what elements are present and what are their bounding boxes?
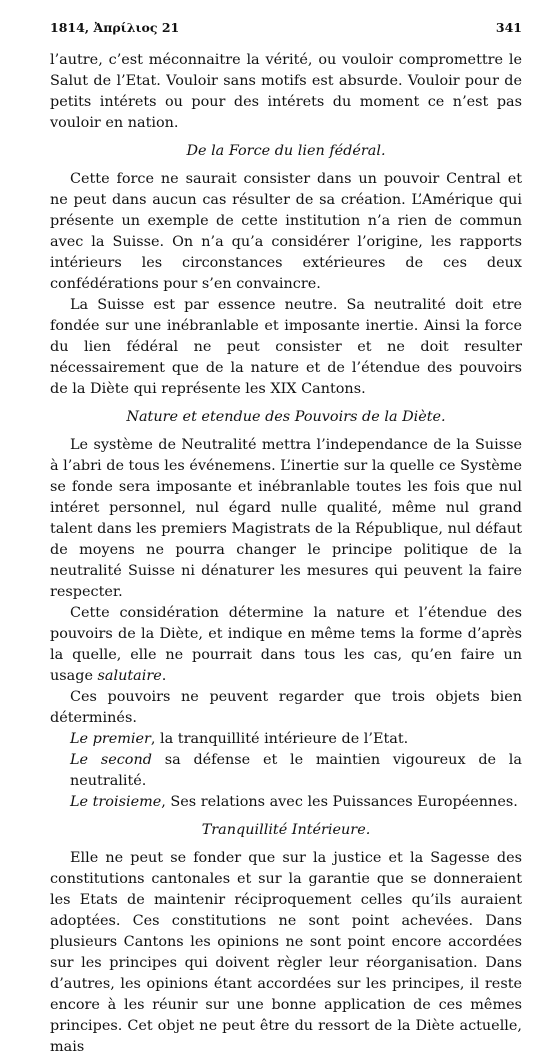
paragraph-end: .	[161, 668, 167, 684]
paragraph: Cette force ne saurait consister dans un pouvoir Central et ne peut dans aucun cas résulter de sa création. L’Amérique qui présente un exemple de cette institution n’a rien de commun avec la Suisse. On n’a qu’a considérer l’origine, les rapports intérieurs les circonstances extérieures de ces deux confédérations pour s’en convaincre.	[50, 171, 522, 292]
paragraph: Ces pouvoirs ne peuvent regarder que trois objets bien déterminés.	[50, 689, 522, 726]
running-header-date: 1814, Ἀπρίλιος 21	[50, 20, 180, 35]
section-heading: De la Force du lien fédéral.	[186, 143, 386, 159]
enumeration-item	[50, 750, 522, 792]
section-heading: Tranquillité Intérieure.	[201, 822, 371, 838]
paragraph: Elle ne peut se fonder que sur la justice et la Sagesse des constitutions cantonales et sur la garantie que se donneraient les Etats de maintenir réciproquement celles qu’ils auraient adoptées. Ces constitutions ne sont point achevées. Dans plusieurs Cantons les opinions ne sont point encore accordées sur les principes qui doivent règler leur réorganisation. Dans d’autres, les opinions étant accordées sur les principes, il reste encore à les réunir sur une bonne application de ces mêmes principes. Cet objet ne peut être du ressort de la Diète actuelle, mais	[50, 850, 522, 1055]
paragraph: Le système de Neutralité mettra l’independance de la Suisse à l’abri de tous les événemens. L’inertie sur la quelle ce Système se fonde sera imposante et inébranlable toutes les fois que nul intéret personnel, nul égard nulle qualité, même nul grand talent dans les premiers Magistrats de la République, nul défaut de moyens ne pourra changer le principe politique de la neutralité Suisse ni dénaturer les mesures qui peuvent la faire respecter.	[50, 437, 522, 600]
enumeration-label: Le troisieme	[70, 794, 162, 810]
body-text	[50, 50, 522, 1058]
paragraph-text: Cette considération détermine la nature et l’étendue des pouvoirs de la Diète, et indique en même tems la forme d’après la quelle, elle ne pourrait dans tous les cas, qu’en faire un usage	[50, 605, 522, 684]
enumeration-item	[50, 792, 522, 813]
section-heading: Nature et etendue des Pouvoirs de la Diète.	[126, 409, 446, 425]
enumeration-label: Le second	[70, 752, 152, 768]
enumeration-text: , Ses relations avec les Puissances Européennes.	[161, 794, 518, 810]
page-number: 341	[495, 20, 522, 35]
enumeration-text: , la tranquillité intérieure de l’Etat.	[150, 731, 409, 747]
emphasis-text: salutaire	[97, 668, 162, 684]
paragraph	[50, 603, 522, 687]
paragraph: La Suisse est par essence neutre. Sa neutralité doit etre fondée sur une inébranlable et imposante inertie. Ainsi la force du lien fédéral ne peut consister et ne doit resulter nécessairement que de la nature et de l’étendue des pouvoirs de la Diète qui représente les XIX Cantons.	[50, 297, 522, 397]
enumeration-item	[50, 729, 522, 750]
enumeration-label: Le premier	[70, 731, 151, 747]
paragraph: l’autre, c’est méconnaitre la vérité, ou vouloir compromettre le Salut de l’Etat. Vouloir sans motifs est absurde. Vouloir pour de petits intérets ou pour des intérets du moment ce n’est pas vouloir en nation.	[50, 52, 522, 131]
enumeration-text: sa défense et le maintien vigoureux de la neutralité.	[70, 752, 522, 789]
running-header	[50, 20, 522, 40]
document-page	[50, 20, 522, 1058]
